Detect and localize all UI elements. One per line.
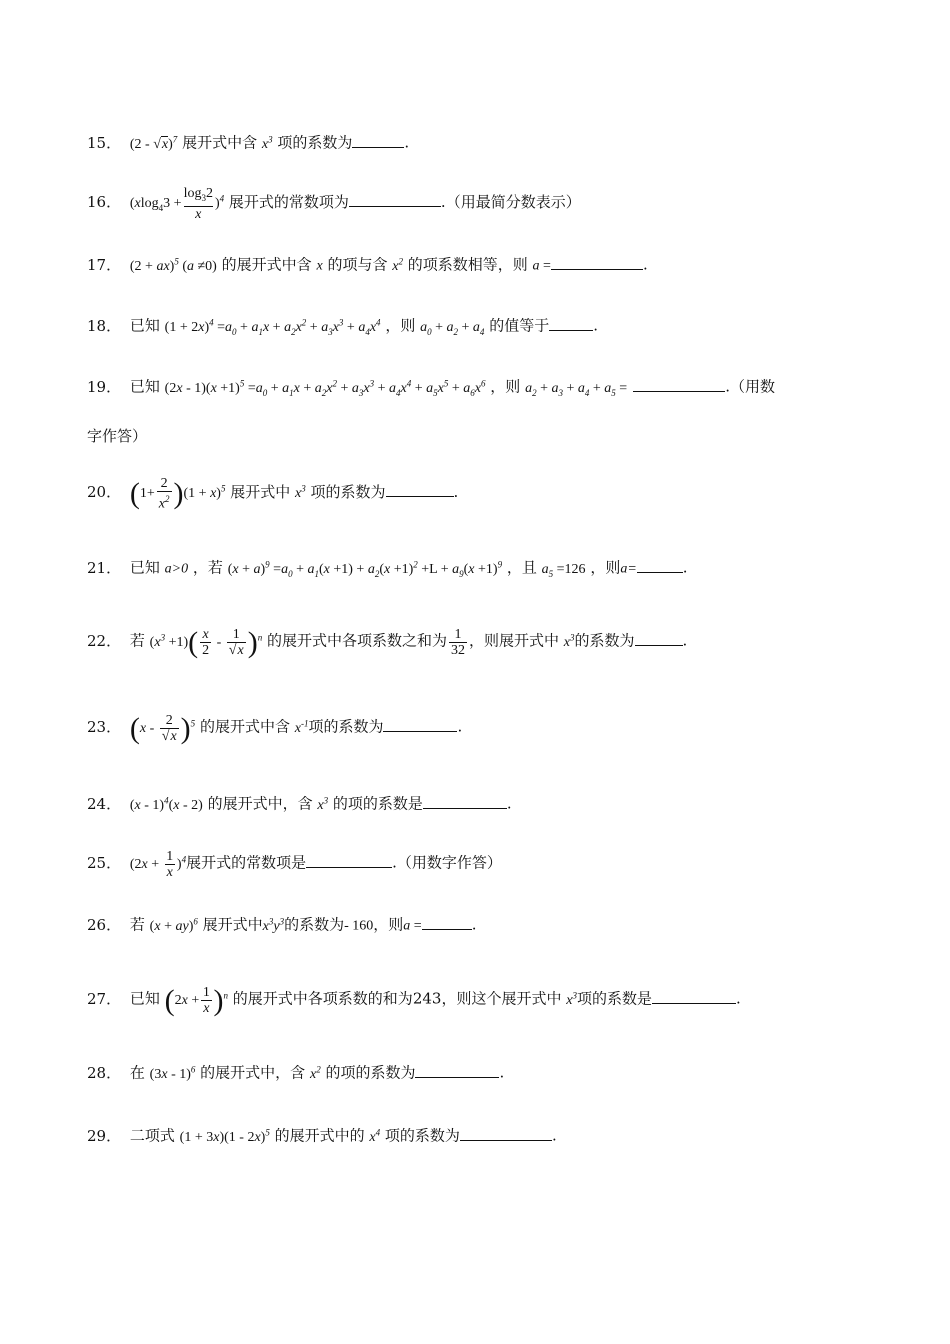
question-text: 的值等于 bbox=[489, 316, 550, 335]
question-number: 27． bbox=[87, 989, 122, 1008]
formula: (x - 1)$^4$(x - 2) bbox=[129, 795, 203, 813]
question-text: 展开式中 bbox=[230, 483, 291, 502]
answer-blank[interactable] bbox=[633, 377, 725, 392]
question-23: 23． (x - $\frac{2}{√x}$ )$^5$ 的展开式中含 $x^{-1}$项的系数为 . bbox=[87, 711, 463, 745]
question-number: 17． bbox=[87, 255, 122, 274]
question-text: 的项系数相等，则 bbox=[407, 255, 528, 274]
question-text: 的展开式中含 bbox=[221, 255, 312, 274]
question-number: 18． bbox=[87, 316, 122, 335]
question-number: 16． bbox=[87, 193, 122, 212]
question-text: 的项的系数是 bbox=[332, 794, 423, 813]
answer-blank[interactable] bbox=[637, 558, 683, 573]
formula: $x^3$ bbox=[261, 134, 273, 152]
question-text: 展开式的常数项为 bbox=[228, 193, 349, 212]
question-text: 项的系数为 bbox=[308, 717, 384, 736]
question-text: 的展开式中各项系数之和为 bbox=[266, 631, 447, 650]
question-number: 24． bbox=[87, 794, 122, 813]
formula: (2 + ax)$^5$ (a ≠0) bbox=[129, 256, 217, 274]
question-24: 24． (x - 1)$^4$(x - 2) 的展开式中，含 $x^3$ 的项的系数是 . bbox=[87, 794, 512, 813]
formula: (x - $\frac{2}{√x}$ )$^5$ bbox=[129, 711, 196, 745]
answer-blank[interactable] bbox=[549, 316, 593, 331]
question-22: 22． 若 $(x^3 +1)$( $\frac{x}{2}$ - $\frac{1}{√x}$ )$^n$ 的展开式中各项系数之和为 $\frac{1}{32}$ ，则展开式中 $x^3$的系数为 . bbox=[87, 625, 688, 659]
question-28: 28． 在 (3x - 1)$^6$ 的展开式中，含 $x^2$ 的项的系数为 . bbox=[87, 1063, 505, 1082]
answer-blank[interactable] bbox=[349, 192, 441, 207]
question-text: 的展开式中的 bbox=[274, 1126, 365, 1145]
question-17: 17． (2 + ax)$^5$ (a ≠0) 的展开式中含 x 的项与含 $x^2$ 的项系数相等，则 a = . bbox=[87, 255, 648, 274]
question-text: 的展开式中含 bbox=[199, 717, 290, 736]
question-26: 26． 若 (x + ay)$^6$ 展开式中$x^3y^3$的系数为- 160，则a = . bbox=[87, 915, 477, 934]
formula: $(x + a)^9 =a_0 + a_1(x +1) + a_2(x +1)^2 +L + a_9(x +1)^9$ bbox=[227, 559, 503, 579]
question-text: ，则展开式中 bbox=[469, 631, 560, 650]
question-text: 的展开式中，含 bbox=[207, 794, 313, 813]
question-number: 26． bbox=[87, 915, 122, 934]
question-19: 19． 已知 $(2x - 1)(x +1)^5 =a_0 + a_1x + a_2x^2 + a_3x^3 + a_4x^4 + a_5x^5 + a_6x^6$ ，则 $a_2 + a_3 + a_4 + a_5$ = .（用数 bbox=[87, 377, 775, 398]
answer-blank[interactable] bbox=[551, 255, 643, 270]
question-16: 16． (xlog$_4$3 + $\frac{\log_32}{x}$ )$^4$ 展开式的常数项为 .（用最简分数表示） bbox=[87, 186, 581, 222]
formula: (x + ay)$^6$ bbox=[149, 916, 198, 934]
question-text: 展开式的常数项是 bbox=[186, 853, 307, 872]
question-number: 29． bbox=[87, 1126, 122, 1145]
answer-blank[interactable] bbox=[306, 853, 392, 868]
question-number: 19． bbox=[87, 377, 122, 396]
formula: (2x + $\frac{1}{x}$ )$^n$ bbox=[164, 983, 229, 1017]
question-text: ，则 bbox=[590, 558, 621, 577]
question-text: ，则 bbox=[490, 377, 521, 396]
formula: (1+ $\frac{2}{x^2}$ )$(1 + x)^5$ bbox=[129, 476, 226, 512]
answer-blank[interactable] bbox=[460, 1126, 552, 1141]
question-number: 23． bbox=[87, 717, 122, 736]
question-29: 29． 二项式 (1 + 3x)(1 - 2x)$^5$ 的展开式中的 $x^4$ 项的系数为 . bbox=[87, 1126, 557, 1145]
answer-blank[interactable] bbox=[422, 915, 472, 930]
question-text: 的系数为 bbox=[284, 915, 345, 934]
question-text: 项的系数是 bbox=[576, 989, 652, 1008]
question-text: 的展开式中各项系数的和为 bbox=[232, 989, 413, 1008]
answer-blank[interactable] bbox=[415, 1063, 499, 1078]
question-number: 22． bbox=[87, 631, 122, 650]
question-18: 18． 已知 $(1 + 2x)^4 =a_0 + a_1x + a_2x^2 + a_3x^3 + a_4x^4$ ，则 $a_0 + a_2 + a_4$ 的值等于 . bbox=[87, 316, 598, 337]
question-text: ，且 bbox=[506, 558, 537, 577]
question-text: 展开式中 bbox=[202, 915, 263, 934]
question-number: 28． bbox=[87, 1063, 122, 1082]
question-text: 的项与含 bbox=[327, 255, 388, 274]
answer-blank[interactable] bbox=[352, 133, 404, 148]
formula: $(2x - 1)(x +1)^5 =a_0 + a_1x + a_2x^2 + a_3x^3 + a_4x^4 + a_5x^5 + a_6x^6$ bbox=[164, 378, 486, 398]
formula: $(x^3 +1)$( $\frac{x}{2}$ - $\frac{1}{√x}$ )$^n$ bbox=[149, 625, 263, 659]
question-text: 的项的系数为 bbox=[325, 1063, 416, 1082]
formula: (3x - 1)$^6$ bbox=[149, 1064, 196, 1082]
question-text: 展开式中含 bbox=[182, 133, 258, 152]
answer-blank[interactable] bbox=[383, 717, 457, 732]
question-25: 25． (2x + $\frac{1}{x}$ )$^4$展开式的常数项是 .（用数字作答） bbox=[87, 848, 502, 880]
formula: (xlog$_4$3 + $\frac{\log_32}{x}$ )$^4$ bbox=[129, 186, 225, 222]
question-text: 的系数为 bbox=[574, 631, 635, 650]
formula: (2x + $\frac{1}{x}$ )$^4$ bbox=[129, 848, 187, 880]
question-21: 21． 已知 a>0 ，若 $(x + a)^9 =a_0 + a_1(x +1) + a_2(x +1)^2 +L + a_9(x +1)^9$ ，且 $a_5 =126$ ，则a= . bbox=[87, 558, 688, 579]
formula: $(1 + 2x)^4 =a_0 + a_1x + a_2x^2 + a_3x^3 + a_4x^4$ bbox=[164, 317, 381, 337]
formula: (2 - √x)$^7$ bbox=[129, 134, 178, 152]
question-20: 20． (1+ $\frac{2}{x^2}$ )$(1 + x)^5$ 展开式中 $x^3$ 项的系数为 . bbox=[87, 476, 459, 512]
question-number: 20． bbox=[87, 483, 122, 502]
question-number: 25． bbox=[87, 853, 122, 872]
question-text: ，若 bbox=[192, 558, 223, 577]
question-text: ，则这个展开式中 bbox=[441, 989, 562, 1008]
question-text: 项的系数为 bbox=[277, 133, 353, 152]
answer-blank[interactable] bbox=[386, 482, 454, 497]
question-number: 15． bbox=[87, 133, 122, 152]
question-text: ，则 bbox=[373, 915, 404, 934]
question-27: 27． 已知 (2x + $\frac{1}{x}$ )$^n$ 的展开式中各项系数的和为243，则这个展开式中 $x^3$项的系数是 . bbox=[87, 983, 741, 1017]
answer-blank[interactable] bbox=[635, 631, 683, 646]
question-text: 项的系数为 bbox=[310, 483, 386, 502]
question-text: ，则 bbox=[385, 316, 416, 335]
question-number: 21． bbox=[87, 558, 122, 577]
answer-blank[interactable] bbox=[652, 989, 736, 1004]
question-text: 的展开式中，含 bbox=[200, 1063, 306, 1082]
question-15: 15． (2 - √x)$^7$ 展开式中含 $x^3$ 项的系数为 . bbox=[87, 133, 410, 152]
formula: (1 + 3x)(1 - 2x)$^5$ bbox=[179, 1127, 270, 1145]
question-text: 项的系数为 bbox=[384, 1126, 460, 1145]
question-19-continuation: 字作答） bbox=[87, 427, 148, 445]
answer-blank[interactable] bbox=[423, 794, 507, 809]
